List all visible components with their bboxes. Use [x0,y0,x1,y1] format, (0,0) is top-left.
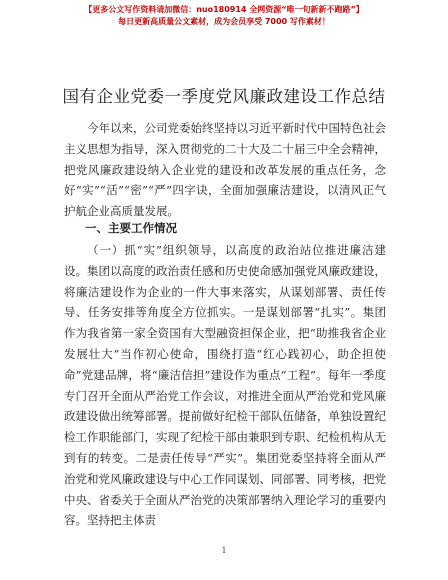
promo-banner-line2: 每日更新高质量公文素材，成为会员享受 7000 写作素材！ [118,17,330,26]
promo-banner [0,4,448,28]
promo-banner-line1: 【更多公文写作资料请加微信：nuo180914 全网资源“唯一旬新新不跑路”】 [84,5,364,14]
section-paragraph [64,240,386,531]
intro-text: 今年以来，公司党委始终坚持以习近平新时代中国特色社会主义思想为指导，深入贯彻党的二十大及二十届三中全会精神，把党风廉政建设纳入企业党的建设和改革发展的重点任务，念好“实”“活”“密”“严”四字诀，全面加强廉洁建设，以清风正气护航企业高质量发展。 [64,121,386,219]
page-number: 1 [221,546,227,555]
section-heading: 一、主要工作情况 [85,221,177,235]
document-title: 国有企业党委一季度党风廉政建设工作总结 [62,87,386,106]
intro-paragraph [64,118,386,222]
section-text: （一）抓“实”组织领导，以高度的政治站位推进廉洁建设。集团以高度的政治责任感和历史使命感加强党风廉政建设，将廉洁建设作为企业的一件大事来落实，从谋划部署、责任传导、任务安排等角度全方位抓实。一是谋划部署“扎实”。集团作为我省第一家全资国有大型融资担保企业，把“助推我省企业发展壮大”当作初心使命，围绕打造“红心践初心，助企担使命”党建品牌，将“廉洁信担”建设作为重点“工程”。每年一季度专门召开全面从严治党工作会议，对推进全面从严治党和党风廉政建设做出统筹部署。提前做好纪检干部队伍储备，单独设置纪检工作职能部门，实现了纪检干部由兼职到专职、纪检机构从无到有的转变。二是责任传导“严实”。集团党委坚持将全面从严治党和党风廉政建设与中心工作同谋划、同部署、同考核，把党中央、省委关于全面从严治党的决策部署纳入理论学习的重要内容。坚持把主体责 [64,243,386,528]
